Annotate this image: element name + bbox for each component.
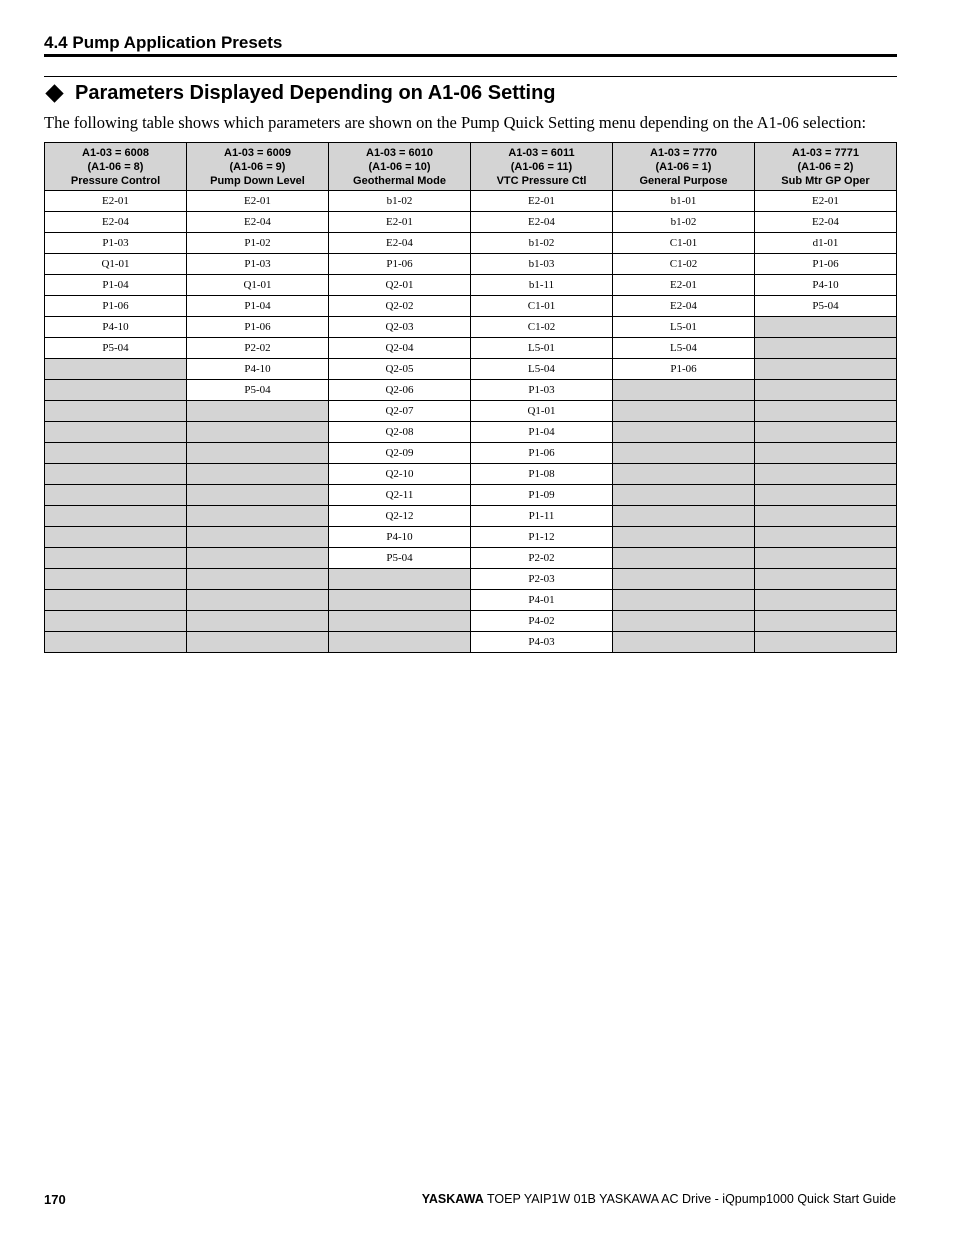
table-row [45,212,897,233]
table-row [45,464,897,485]
empty-cell [45,548,187,569]
empty-cell [45,569,187,590]
column-header-line1: A1-03 = 7770 [650,146,717,159]
parameter-cell: P1-04 [45,275,187,296]
parameter-cell: P4-03 [471,632,613,653]
parameter-cell: Q2-11 [329,485,471,506]
column-header-line3: Geothermal Mode [353,174,446,187]
table-row [45,632,897,653]
parameter-cell: P4-10 [755,275,897,296]
section-header: 4.4 Pump Application Presets [44,33,283,52]
parameter-cell: P1-06 [45,296,187,317]
table-row [45,527,897,548]
parameter-cell: E2-04 [613,296,755,317]
table-row [45,359,897,380]
parameter-cell: Q2-10 [329,464,471,485]
column-header-line1: A1-03 = 7771 [792,146,859,159]
parameter-cell: E2-01 [613,275,755,296]
table-header-row [45,143,897,191]
parameter-cell: P1-04 [471,422,613,443]
parameter-cell: P1-09 [471,485,613,506]
column-header-line2: (A1-06 = 10) [368,160,431,173]
empty-cell [613,548,755,569]
empty-cell [613,422,755,443]
empty-cell [187,632,329,653]
empty-cell [187,401,329,422]
parameter-cell: Q2-01 [329,275,471,296]
empty-cell [45,506,187,527]
parameter-cell: E2-04 [187,212,329,233]
empty-cell [613,611,755,632]
empty-cell [187,422,329,443]
empty-cell [755,380,897,401]
footer-doc-title: TOEP YAIP1W 01B YASKAWA AC Drive - iQpump1000 Quick Start Guide [487,1192,896,1206]
empty-cell [187,506,329,527]
table-row [45,233,897,254]
empty-cell [755,485,897,506]
parameter-cell: P1-12 [471,527,613,548]
parameter-cell: P1-03 [187,254,329,275]
parameter-cell: E2-04 [755,212,897,233]
empty-cell [187,611,329,632]
parameter-cell: E2-04 [471,212,613,233]
empty-cell [45,380,187,401]
parameter-cell: b1-01 [613,191,755,212]
empty-cell [187,569,329,590]
column-header [187,143,329,191]
parameter-cell: P2-02 [471,548,613,569]
parameter-cell: L5-04 [613,338,755,359]
empty-cell [755,317,897,338]
parameter-cell: d1-01 [755,233,897,254]
parameter-cell: b1-02 [613,212,755,233]
empty-cell [45,464,187,485]
parameter-cell: Q2-07 [329,401,471,422]
parameter-cell: P5-04 [45,338,187,359]
parameter-cell: E2-04 [45,212,187,233]
table-row [45,338,897,359]
parameter-cell: Q2-04 [329,338,471,359]
column-header-line2: (A1-06 = 1) [655,160,712,173]
empty-cell [45,611,187,632]
table-row [45,443,897,464]
parameter-cell: b1-02 [329,191,471,212]
parameter-cell: P1-02 [187,233,329,254]
empty-cell [613,590,755,611]
parameter-cell: P5-04 [187,380,329,401]
column-header-line2: (A1-06 = 11) [510,160,573,173]
parameter-cell: E2-01 [471,191,613,212]
empty-cell [755,527,897,548]
table-row [45,569,897,590]
page-number: 170 [44,1192,66,1207]
empty-cell [45,590,187,611]
table-row [45,401,897,422]
column-header-line3: Pressure Control [70,174,161,187]
empty-cell [45,401,187,422]
empty-cell [45,485,187,506]
parameter-cell: E2-01 [329,212,471,233]
parameter-cell: P1-06 [187,317,329,338]
empty-cell [755,401,897,422]
parameter-cell: Q2-05 [329,359,471,380]
parameter-cell: Q2-08 [329,422,471,443]
table-row [45,254,897,275]
parameter-cell: Q2-02 [329,296,471,317]
parameter-cell: C1-02 [471,317,613,338]
table-row [45,380,897,401]
empty-cell [755,506,897,527]
page-heading [44,80,896,106]
parameter-cell: P4-10 [187,359,329,380]
empty-cell [329,569,471,590]
parameter-cell: P2-03 [471,569,613,590]
column-header-line1: A1-03 = 6010 [366,146,433,159]
parameter-cell: Q2-09 [329,443,471,464]
empty-cell [755,569,897,590]
footer-doc-info [422,1192,896,1206]
column-header-line3: General Purpose [639,174,728,187]
column-header [613,143,755,191]
empty-cell [187,548,329,569]
empty-cell [755,548,897,569]
empty-cell [755,611,897,632]
empty-cell [755,443,897,464]
parameter-cell: Q1-01 [471,401,613,422]
empty-cell [187,443,329,464]
empty-cell [613,443,755,464]
parameter-cell: P5-04 [755,296,897,317]
empty-cell [613,401,755,422]
empty-cell [613,569,755,590]
parameter-cell: Q2-03 [329,317,471,338]
parameter-cell: E2-01 [755,191,897,212]
column-header-line3: VTC Pressure Ctl [496,174,587,187]
empty-cell [187,527,329,548]
parameter-cell: P1-08 [471,464,613,485]
table-row [45,191,897,212]
column-header-line3: Sub Mtr GP Oper [781,174,870,187]
parameter-cell: P1-06 [329,254,471,275]
table-body [45,191,897,653]
table-row [45,548,897,569]
empty-cell [187,590,329,611]
parameter-cell: E2-01 [187,191,329,212]
parameter-cell: P4-01 [471,590,613,611]
parameter-cell: Q2-06 [329,380,471,401]
empty-cell [613,380,755,401]
parameter-cell: L5-04 [471,359,613,380]
parameters-table [44,142,897,653]
column-header-line2: (A1-06 = 2) [797,160,854,173]
empty-cell [613,485,755,506]
empty-cell [329,611,471,632]
empty-cell [45,443,187,464]
empty-cell [45,527,187,548]
column-header-line2: (A1-06 = 9) [229,160,286,173]
parameter-cell: P5-04 [329,548,471,569]
parameter-cell: b1-02 [471,233,613,254]
empty-cell [755,422,897,443]
parameter-cell: L5-01 [471,338,613,359]
parameter-cell: P1-06 [471,443,613,464]
header-rule [44,54,897,57]
empty-cell [329,590,471,611]
column-header [45,143,187,191]
parameter-cell: P4-02 [471,611,613,632]
empty-cell [187,464,329,485]
empty-cell [45,359,187,380]
empty-cell [613,632,755,653]
column-header-line1: A1-03 = 6009 [224,146,291,159]
empty-cell [613,506,755,527]
parameter-cell: C1-01 [471,296,613,317]
empty-cell [755,632,897,653]
parameter-cell: E2-01 [45,191,187,212]
empty-cell [755,359,897,380]
parameter-cell: P2-02 [187,338,329,359]
empty-cell [187,485,329,506]
parameter-cell: P1-03 [45,233,187,254]
column-header [755,143,897,191]
heading-rule [44,76,897,77]
parameter-cell: Q1-01 [187,275,329,296]
parameter-cell: b1-11 [471,275,613,296]
table-row [45,590,897,611]
parameter-cell: P4-10 [329,527,471,548]
footer-brand: YASKAWA [421,1192,484,1206]
parameter-cell: P1-06 [613,359,755,380]
parameter-cell: P1-03 [471,380,613,401]
table-row [45,422,897,443]
column-header-line3: Pump Down Level [210,174,305,187]
table-row [45,296,897,317]
column-header-line1: A1-03 = 6008 [82,146,149,159]
parameter-cell: E2-04 [329,233,471,254]
empty-cell [329,632,471,653]
parameter-cell: b1-03 [471,254,613,275]
empty-cell [613,527,755,548]
diamond-bullet-icon [45,84,63,102]
intro-paragraph: The following table shows which parameters are shown on the Pump Quick Setting menu depending on the A1-06 selection: [44,113,867,132]
table-row [45,485,897,506]
empty-cell [755,338,897,359]
parameter-cell: P1-06 [755,254,897,275]
table-row [45,611,897,632]
empty-cell [45,632,187,653]
parameter-cell: C1-02 [613,254,755,275]
parameter-cell: P1-04 [187,296,329,317]
table-row [45,275,897,296]
parameter-cell: Q2-12 [329,506,471,527]
parameter-cell: P1-11 [471,506,613,527]
parameter-cell: C1-01 [613,233,755,254]
parameter-cell: P4-10 [45,317,187,338]
column-header [329,143,471,191]
table-row [45,506,897,527]
empty-cell [755,590,897,611]
empty-cell [45,422,187,443]
column-header [471,143,613,191]
parameter-cell: Q1-01 [45,254,187,275]
heading-text: Parameters Displayed Depending on A1-06 Setting [75,81,556,104]
column-header-line2: (A1-06 = 8) [87,160,144,173]
column-header-line1: A1-03 = 6011 [508,146,575,159]
empty-cell [755,464,897,485]
empty-cell [613,464,755,485]
table-row [45,317,897,338]
parameter-cell: L5-01 [613,317,755,338]
